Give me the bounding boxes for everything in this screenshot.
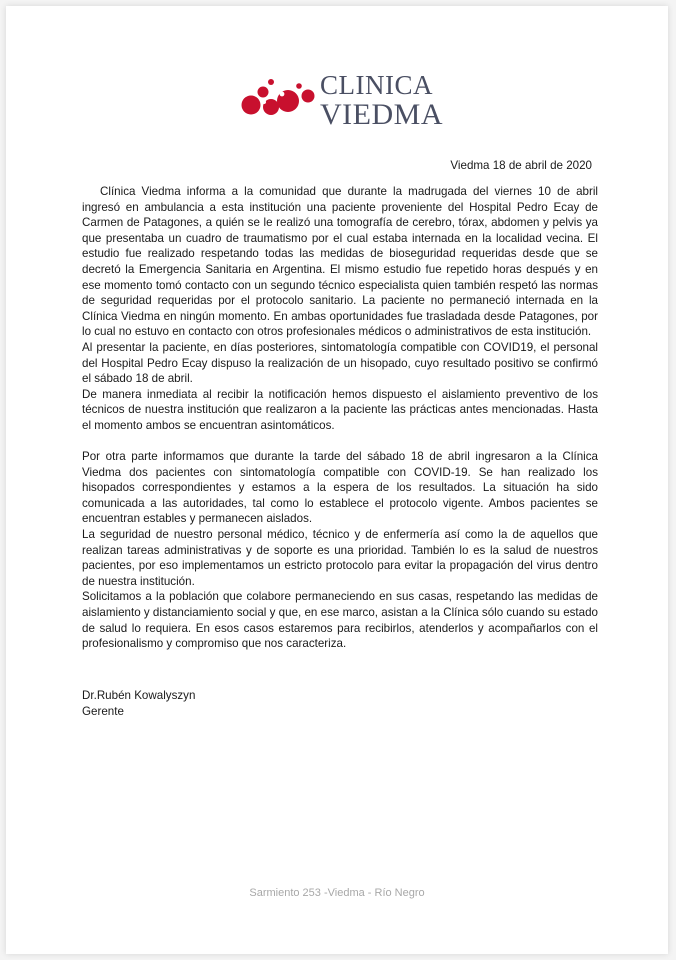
paragraph-3: De manera inmediata al recibir la notificación hemos dispuesto el aislamiento preventivo de los técnicos de nuestra institución que realizaron a la paciente las prácticas antes mencionadas. Hasta el momento ambos se encuentran asintomáticos. xyxy=(82,387,598,432)
logo-dots-icon xyxy=(238,70,318,132)
logo-line-1: CLINICA xyxy=(320,70,433,100)
signer-name: Dr.Rubén Kowalyszyn xyxy=(82,689,196,702)
paragraph-1: Clínica Viedma informa a la comunidad que durante la madrugada del viernes 10 de abril ingresó en ambulancia a esta institución una paciente proveniente del Hospital Pedro Ecay de Carmen de Patagones, a quién se le realizó una tomografía de cerebro, tórax, abdomen y pelvis ya que presentaba un cuadro de traumatismo por el cual estaba internada en la localidad vecina. El estudio fue realizado respetando todas las medidas de bioseguridad requeridas desde que se decretó la Emergencia Sanitaria en Argentina. El mismo estudio fue repetido horas después y en ese momento tomó contacto con un segundo técnico especialista quien también respetó las normas de seguridad requeridas por el protocolo sanitario. La paciente no permaneció internada en la Clínica Viedma en ningún momento. En ambas oportunidades fue trasladada desde Patagones, por lo cual no estuvo en contacto con otros profesionales médicos o administrativos de esta institución. xyxy=(82,185,598,339)
logo-line-2: VIEDMA xyxy=(320,98,443,131)
letter-body xyxy=(82,184,598,652)
paragraph-5: La seguridad de nuestro personal médico, técnico y de enfermería así como la de aquellos que realizan tareas administrativas y de soporte es una prioridad. También lo es la salud de nuestros pacientes, por eso implementamos un estricto protocolo para evitar la propagación del virus dentro de nuestra institución. xyxy=(82,528,598,588)
paragraph-4: Por otra parte informamos que durante la tarde del sábado 18 de abril ingresaron a la Clínica Viedma dos pacientes con sintomatología compatible con COVID-19. Se han realizado los hisopados correspondientes y estamos a la espera de los resultados. La situación ha sido comunicada a las autoridades, tal como lo establece el protocolo vigente. Ambos pacientes se encuentran estables y permanecen aislados. xyxy=(82,450,598,526)
paragraph-6: Solicitamos a la población que colabore permaneciendo en sus casas, respetando las medidas de aislamiento y distanciamiento social y que, en ese marco, asistan a la Clínica sólo cuando su estado de salud lo requiera. En esos casos estaremos para recibirlos, atenderlos y acompañarlos con el profesionalismo y compromiso que nos caracteriza. xyxy=(82,590,598,651)
signer-role: Gerente xyxy=(82,705,124,718)
signature-block xyxy=(82,688,195,720)
letter-date: Viedma 18 de abril de 2020 xyxy=(450,159,592,172)
letter-page xyxy=(6,6,668,954)
logo-wordmark xyxy=(320,72,443,130)
paragraph-2: Al presentar la paciente, en días posteriores, sintomatología compatible con COVID19, el personal del Hospital Pedro Ecay dispuso la realización de un hisopado, cuyo resultado positivo se confirmó el sábado 18 de abril. xyxy=(82,340,598,386)
clinic-logo xyxy=(238,70,468,132)
footer-address: Sarmiento 253 -Viedma - Río Negro xyxy=(249,887,425,899)
